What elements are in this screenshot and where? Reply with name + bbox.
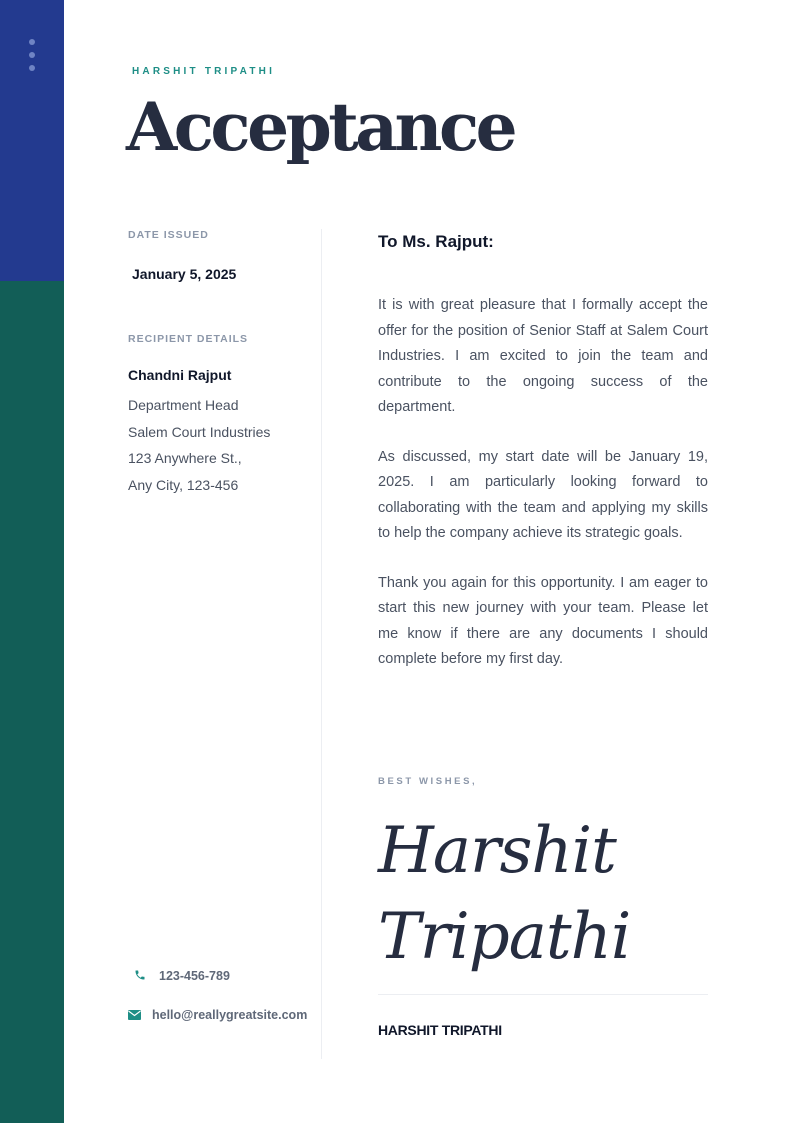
recipient-line: Any City, 123-456 <box>128 476 239 493</box>
recipient-address <box>128 392 308 498</box>
letter-paragraph: As discussed, my start date will be January 19, 2025. I am particularly looking forward to collaborating with the team and applying my skills to help the company achieve its strategic goals. <box>378 448 708 541</box>
contact-email[interactable] <box>128 1008 307 1023</box>
sidebar-band-green <box>0 281 64 1123</box>
author-name: HARSHIT TRIPATHI <box>132 66 276 77</box>
details-column <box>128 229 308 498</box>
closing: BEST WISHES, <box>378 776 478 787</box>
date-label: DATE ISSUED <box>128 229 209 241</box>
dot <box>29 39 35 45</box>
signature <box>378 808 708 980</box>
recipient-name: Chandni Rajput <box>128 367 232 383</box>
signature-line: Tripathi <box>378 900 631 974</box>
recipient-line: Salem Court Industries <box>128 423 271 440</box>
recipient-line: Department Head <box>128 397 239 413</box>
dot <box>29 52 35 58</box>
mail-icon <box>128 1009 141 1023</box>
dot <box>29 65 35 71</box>
signature-line: Harshit <box>378 814 616 888</box>
signature-rule <box>378 994 708 995</box>
page-title: Acceptance <box>126 88 515 166</box>
contact-phone[interactable] <box>128 969 230 984</box>
signer-name: HARSHIT TRIPATHI <box>378 1022 502 1038</box>
letter-paragraph: Thank you again for this opportunity. I am eager to start this new journey with your team. Please let me know if there are any documents I should complete before my first day. <box>378 574 708 667</box>
menu-dots-icon[interactable] <box>29 39 35 78</box>
letter-body <box>378 229 708 673</box>
letter-paragraph: It is with great pleasure that I formally accept the offer for the position of Senior Staff at Salem Court Industries. I am excited to join the team and contribute to the ongoing success of the department. <box>378 297 708 415</box>
date-value: January 5, 2025 <box>132 266 237 282</box>
phone-text: 123-456-789 <box>159 969 230 983</box>
recipient-label: RECIPIENT DETAILS <box>128 333 249 345</box>
email-text: hello@reallygreatsite.com <box>152 1008 308 1022</box>
salutation: To Ms. Rajput: <box>378 232 494 251</box>
recipient-line: 123 Anywhere St., <box>128 450 242 466</box>
phone-icon <box>134 969 146 984</box>
column-divider <box>321 229 322 1059</box>
